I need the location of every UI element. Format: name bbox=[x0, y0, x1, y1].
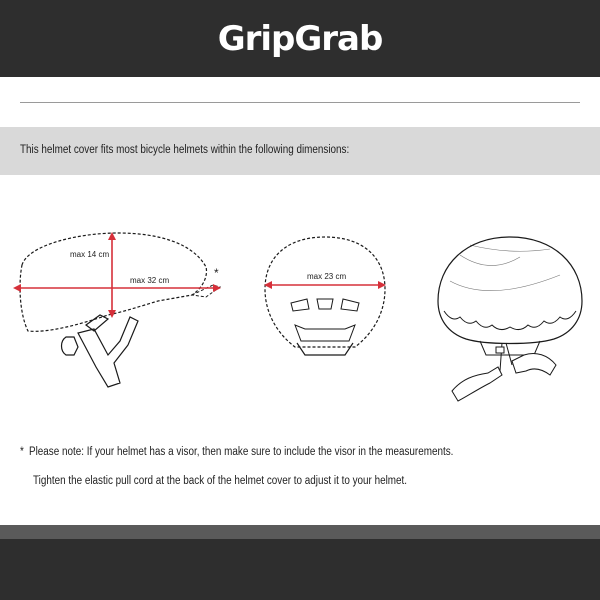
vent-left bbox=[291, 299, 309, 311]
length-arrow-left bbox=[13, 284, 21, 292]
buckle bbox=[62, 337, 79, 355]
helmet-front-view bbox=[255, 215, 395, 405]
height-label: max 14 cm bbox=[70, 250, 110, 259]
diagram-row bbox=[0, 215, 600, 415]
helmet-front-outline bbox=[265, 237, 385, 347]
visor-marker: * bbox=[214, 266, 219, 280]
brand-logo: GripGrab bbox=[217, 18, 383, 59]
header-bar bbox=[0, 0, 600, 77]
vent-center bbox=[317, 299, 333, 309]
helmet-cover-back-view bbox=[430, 215, 590, 405]
footer-bar bbox=[0, 539, 600, 600]
vent-right bbox=[341, 299, 359, 311]
front-inner-shell bbox=[295, 325, 355, 341]
length-arrow-right bbox=[213, 284, 221, 292]
cord-note-text: Tighten the elastic pull cord at the back of the helmet cover to adjust it to your helmet. bbox=[33, 475, 408, 487]
info-banner bbox=[0, 127, 600, 175]
footer-stripe bbox=[0, 525, 600, 539]
front-pads bbox=[297, 343, 353, 355]
helmet-shell-outline bbox=[20, 233, 206, 331]
width-label: max 23 cm bbox=[307, 272, 347, 281]
visor-note bbox=[20, 446, 453, 458]
helmet-strap bbox=[86, 315, 108, 331]
length-label: max 32 cm bbox=[130, 276, 170, 285]
left-hand bbox=[452, 367, 502, 401]
visor-note-text: Please note: If your helmet has a visor, then make sure to include the visor in the measurements. bbox=[29, 446, 454, 458]
banner-text: This helmet cover fits most bicycle helmets within the following dimensions: bbox=[20, 144, 350, 156]
right-hand bbox=[512, 353, 556, 375]
helmet-strap-2 bbox=[78, 317, 138, 387]
cord-stopper bbox=[496, 347, 504, 353]
helmet-side-view bbox=[8, 215, 230, 405]
note-marker: * bbox=[20, 446, 24, 458]
divider bbox=[20, 102, 580, 103]
